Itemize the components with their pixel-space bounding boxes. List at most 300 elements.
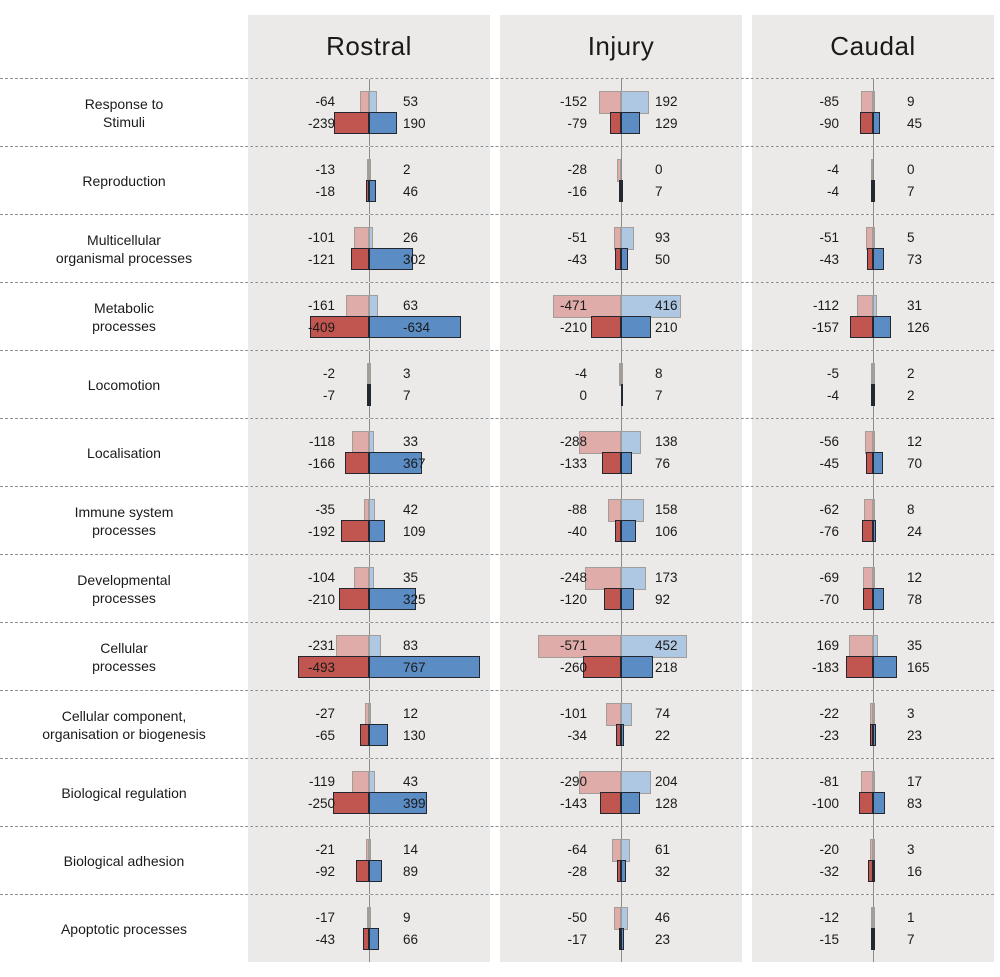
column-header-caudal — [752, 15, 994, 78]
value-label-downregulated-dark: -92 — [315, 864, 335, 879]
value-label-downregulated-dark: -76 — [819, 524, 839, 539]
value-label-upregulated-dark: 23 — [907, 728, 923, 743]
value-label-upregulated-dark: 399 — [403, 796, 426, 811]
value-label-downregulated-light: -571 — [559, 638, 587, 653]
bar-upregulated-dark — [369, 928, 379, 950]
region-cell-rostral — [248, 79, 490, 146]
value-label-downregulated-light: -119 — [308, 774, 335, 789]
bar-downregulated-light — [865, 431, 873, 454]
bar-upregulated-dark — [621, 112, 640, 134]
region-cell-caudal — [752, 79, 994, 146]
value-label-downregulated-dark: -409 — [307, 320, 335, 335]
category-label — [0, 351, 248, 418]
value-label-upregulated-light: 3 — [403, 366, 411, 381]
value-label-upregulated-light: 74 — [655, 706, 671, 721]
value-label-upregulated-light: 8 — [907, 502, 915, 517]
bar-downregulated-dark — [604, 588, 621, 610]
value-label-upregulated-dark: 22 — [655, 728, 671, 743]
region-cell-injury — [500, 283, 742, 350]
category-row — [0, 214, 994, 282]
bar-downregulated-dark — [333, 792, 369, 814]
region-cell-injury — [500, 895, 742, 962]
value-label-upregulated-dark: 130 — [403, 728, 426, 743]
bar-upregulated-dark — [873, 928, 875, 950]
bar-downregulated-light — [617, 159, 621, 182]
value-label-downregulated-dark: -192 — [307, 524, 335, 539]
column-title: Rostral — [326, 31, 412, 61]
bar-downregulated-light — [608, 499, 621, 522]
value-label-upregulated-light: 31 — [907, 298, 923, 313]
value-label-upregulated-dark: 325 — [403, 592, 426, 607]
value-label-downregulated-dark: -70 — [819, 592, 839, 607]
bar-downregulated-light — [849, 635, 874, 658]
value-label-downregulated-light: -231 — [307, 638, 335, 653]
value-label-upregulated-light: 17 — [907, 774, 923, 789]
region-cell-injury — [500, 827, 742, 894]
value-label-downregulated-light: -64 — [315, 94, 335, 109]
value-label-upregulated-light: 158 — [655, 502, 678, 517]
value-label-downregulated-dark: -210 — [559, 320, 587, 335]
value-label-upregulated-dark: 89 — [403, 864, 419, 879]
value-label-upregulated-dark: 24 — [907, 524, 923, 539]
region-cell-caudal — [752, 487, 994, 554]
value-label-upregulated-dark: 2 — [907, 388, 915, 403]
bar-downregulated-light — [614, 907, 621, 930]
bar-upregulated-light — [369, 159, 371, 182]
category-label-line: processes — [92, 657, 156, 674]
value-label-downregulated-dark: -121 — [307, 252, 335, 267]
value-label-upregulated-dark: 83 — [907, 796, 923, 811]
category-label-line: Cellular component, — [61, 707, 187, 724]
region-cell-caudal — [752, 147, 994, 214]
bar-downregulated-dark — [583, 656, 621, 678]
region-cell-rostral — [248, 759, 490, 826]
category-rows — [0, 78, 1000, 962]
value-label-upregulated-dark: 165 — [907, 660, 930, 675]
value-label-upregulated-light: 416 — [655, 298, 678, 313]
bar-upregulated-dark — [621, 792, 640, 814]
value-label-upregulated-light: 46 — [655, 910, 671, 925]
value-label-upregulated-dark: 218 — [655, 660, 678, 675]
value-label-upregulated-light: 192 — [655, 94, 678, 109]
bar-upregulated-light — [621, 839, 630, 862]
category-row — [0, 486, 994, 554]
bar-upregulated-light — [369, 771, 375, 794]
value-label-upregulated-light: 2 — [403, 162, 411, 177]
bar-upregulated-dark — [873, 112, 880, 134]
value-label-downregulated-dark: -210 — [307, 592, 335, 607]
category-label-line: Locomotion — [87, 376, 161, 393]
bar-upregulated-light — [369, 227, 373, 250]
bar-downregulated-light — [863, 567, 873, 590]
value-label-upregulated-light: 33 — [403, 434, 419, 449]
region-cell-rostral — [248, 283, 490, 350]
bar-downregulated-dark — [356, 860, 369, 882]
value-label-upregulated-light: 9 — [907, 94, 915, 109]
value-label-upregulated-light: 53 — [403, 94, 419, 109]
category-label — [0, 215, 248, 282]
region-cell-caudal — [752, 895, 994, 962]
value-label-downregulated-light: -51 — [567, 230, 587, 245]
category-row — [0, 146, 994, 214]
bar-downregulated-dark — [602, 452, 621, 474]
bar-upregulated-dark — [621, 180, 623, 202]
bar-upregulated-dark — [369, 520, 385, 542]
value-label-upregulated-light: 35 — [907, 638, 923, 653]
value-label-upregulated-dark: 70 — [907, 456, 923, 471]
bar-upregulated-light — [369, 499, 375, 522]
category-label — [0, 147, 248, 214]
value-label-upregulated-light: 2 — [907, 366, 915, 381]
bar-upregulated-dark — [873, 520, 876, 542]
region-cell-rostral — [248, 487, 490, 554]
value-label-downregulated-light: -101 — [559, 706, 587, 721]
value-label-downregulated-dark: -90 — [819, 116, 839, 131]
category-label — [0, 487, 248, 554]
value-label-upregulated-light: 63 — [403, 298, 419, 313]
value-label-downregulated-light: -104 — [307, 570, 335, 585]
value-label-upregulated-light: 173 — [655, 570, 678, 585]
category-label-line: Multicellular — [87, 231, 161, 248]
bar-downregulated-light — [352, 431, 369, 454]
bar-upregulated-dark — [621, 248, 628, 270]
bar-upregulated-light — [369, 839, 371, 862]
value-label-downregulated-dark: -133 — [559, 456, 587, 471]
value-label-upregulated-dark: 106 — [655, 524, 678, 539]
value-label-upregulated-light: 1 — [907, 910, 915, 925]
bar-upregulated-dark — [873, 724, 876, 746]
region-cell-injury — [500, 351, 742, 418]
category-label-line: Biological adhesion — [63, 852, 185, 869]
bar-upregulated-light — [621, 703, 632, 726]
value-label-downregulated-light: -51 — [819, 230, 839, 245]
bar-upregulated-light — [621, 91, 649, 114]
bar-downregulated-light — [336, 635, 369, 658]
value-label-downregulated-light: -471 — [559, 298, 587, 313]
bar-downregulated-light — [606, 703, 621, 726]
value-label-upregulated-light: 8 — [655, 366, 663, 381]
value-label-downregulated-dark: -43 — [315, 932, 335, 947]
category-label-line: Apoptotic processes — [60, 920, 188, 937]
region-cell-caudal — [752, 215, 994, 282]
region-cell-caudal — [752, 419, 994, 486]
bar-downregulated-dark — [339, 588, 369, 610]
value-label-downregulated-dark: -143 — [559, 796, 587, 811]
bar-downregulated-light — [866, 227, 873, 250]
value-label-upregulated-dark: 7 — [655, 184, 663, 199]
value-label-downregulated-light: -161 — [307, 298, 335, 313]
bar-upregulated-dark — [873, 384, 875, 406]
value-label-downregulated-light: -21 — [315, 842, 335, 857]
value-label-upregulated-dark: 7 — [907, 932, 915, 947]
value-label-upregulated-dark: 45 — [907, 116, 923, 131]
column-header-injury — [500, 15, 742, 78]
column-title: Injury — [587, 31, 655, 61]
value-label-upregulated-light: 26 — [403, 230, 419, 245]
value-label-downregulated-light: -4 — [574, 366, 587, 381]
region-cell-rostral — [248, 623, 490, 690]
bar-upregulated-dark — [369, 180, 376, 202]
header-spacer — [0, 15, 248, 78]
bar-upregulated-light — [873, 839, 875, 862]
category-label-line: Immune system — [74, 503, 174, 520]
bar-upregulated-dark — [621, 316, 651, 338]
category-row — [0, 418, 994, 486]
bar-upregulated-dark — [873, 316, 891, 338]
bar-upregulated-light — [621, 771, 651, 794]
bar-upregulated-dark — [369, 384, 371, 406]
bar-downregulated-dark — [860, 112, 873, 134]
region-cell-injury — [500, 419, 742, 486]
category-label-line: Biological regulation — [61, 784, 187, 801]
value-label-downregulated-light: -50 — [567, 910, 587, 925]
value-label-downregulated-dark: -28 — [567, 864, 587, 879]
category-label — [0, 79, 248, 146]
category-label — [0, 623, 248, 690]
value-label-upregulated-dark: 367 — [403, 456, 426, 471]
value-label-downregulated-light: -62 — [819, 502, 839, 517]
bar-upregulated-light — [621, 363, 623, 386]
value-label-upregulated-dark: 126 — [907, 320, 930, 335]
value-label-downregulated-dark: -120 — [559, 592, 587, 607]
bar-downregulated-dark — [846, 656, 873, 678]
value-label-downregulated-dark: -34 — [567, 728, 587, 743]
value-label-downregulated-dark: -493 — [307, 660, 335, 675]
category-label-line: organismal processes — [55, 249, 193, 266]
bar-downregulated-dark — [600, 792, 621, 814]
bar-upregulated-light — [873, 227, 875, 250]
category-label — [0, 283, 248, 350]
value-label-downregulated-light: -88 — [567, 502, 587, 517]
column-title: Caudal — [830, 31, 916, 61]
region-cell-caudal — [752, 555, 994, 622]
column-header-rostral — [248, 15, 490, 78]
bar-downregulated-light — [614, 227, 621, 250]
region-cell-injury — [500, 759, 742, 826]
value-label-downregulated-dark: -32 — [819, 864, 839, 879]
category-row — [0, 78, 994, 146]
value-label-upregulated-light: 93 — [655, 230, 671, 245]
value-label-downregulated-dark: -65 — [315, 728, 335, 743]
category-label — [0, 691, 248, 758]
bar-downregulated-dark — [345, 452, 369, 474]
value-label-upregulated-dark: 78 — [907, 592, 923, 607]
value-label-upregulated-dark: 190 — [403, 116, 426, 131]
bar-upregulated-light — [621, 431, 641, 454]
value-label-upregulated-light: 12 — [403, 706, 419, 721]
region-cell-caudal — [752, 351, 994, 418]
category-label — [0, 759, 248, 826]
bar-upregulated-dark — [873, 248, 884, 270]
value-label-upregulated-dark: -634 — [403, 320, 431, 335]
value-label-upregulated-dark: 76 — [655, 456, 671, 471]
category-row — [0, 282, 994, 350]
bar-downregulated-light — [354, 567, 369, 590]
region-cell-caudal — [752, 623, 994, 690]
region-cell-rostral — [248, 827, 490, 894]
bar-upregulated-light — [873, 703, 875, 726]
bar-upregulated-light — [369, 703, 371, 726]
bar-upregulated-light — [873, 431, 875, 454]
value-label-upregulated-dark: 767 — [403, 660, 426, 675]
bar-downregulated-dark — [610, 112, 621, 134]
category-row — [0, 826, 994, 894]
value-label-upregulated-dark: 73 — [907, 252, 923, 267]
value-label-upregulated-dark: 109 — [403, 524, 426, 539]
bar-upregulated-light — [621, 907, 628, 930]
bar-downregulated-light — [612, 839, 621, 862]
category-label-line: processes — [92, 317, 156, 334]
bar-upregulated-dark — [621, 724, 624, 746]
category-label-line: processes — [92, 589, 156, 606]
value-label-downregulated-light: -85 — [819, 94, 839, 109]
category-row — [0, 690, 994, 758]
region-cell-rostral — [248, 691, 490, 758]
bar-upregulated-light — [369, 295, 378, 318]
value-label-upregulated-dark: 302 — [403, 252, 426, 267]
value-label-downregulated-light: -101 — [307, 230, 335, 245]
category-label — [0, 555, 248, 622]
value-label-upregulated-light: 5 — [907, 230, 915, 245]
bar-downregulated-light — [864, 499, 873, 522]
value-label-downregulated-dark: -183 — [811, 660, 839, 675]
bar-downregulated-light — [352, 771, 369, 794]
value-label-upregulated-dark: 50 — [655, 252, 671, 267]
value-label-upregulated-dark: 66 — [403, 932, 419, 947]
value-label-downregulated-dark: -40 — [567, 524, 587, 539]
bar-upregulated-light — [621, 227, 634, 250]
bar-downregulated-light — [857, 295, 873, 318]
bar-upregulated-dark — [621, 656, 653, 678]
bar-upregulated-dark — [873, 656, 897, 678]
bar-upregulated-light — [369, 907, 371, 930]
bar-downregulated-dark — [859, 792, 874, 814]
bar-upregulated-light — [873, 771, 875, 794]
region-cell-injury — [500, 147, 742, 214]
value-label-downregulated-light: -248 — [559, 570, 587, 585]
category-label-line: Localisation — [87, 444, 161, 461]
bar-upregulated-light — [873, 363, 875, 386]
value-label-downregulated-light: -28 — [567, 162, 587, 177]
bar-downregulated-dark — [334, 112, 369, 134]
value-label-downregulated-dark: -4 — [826, 184, 839, 199]
bar-downregulated-dark — [850, 316, 873, 338]
value-label-upregulated-light: 452 — [655, 638, 678, 653]
value-label-downregulated-dark: -7 — [322, 388, 335, 403]
region-cell-rostral — [248, 895, 490, 962]
value-label-upregulated-light: 42 — [403, 502, 419, 517]
value-label-upregulated-dark: 7 — [655, 388, 663, 403]
value-label-upregulated-light: 43 — [403, 774, 419, 789]
bar-upregulated-light — [873, 635, 878, 658]
value-label-upregulated-dark: 32 — [655, 864, 671, 879]
category-label-line: Reproduction — [82, 172, 166, 189]
value-label-downregulated-dark: -45 — [819, 456, 839, 471]
category-label-line: Stimuli — [102, 113, 145, 130]
value-label-upregulated-dark: 129 — [655, 116, 678, 131]
value-label-upregulated-light: 61 — [655, 842, 671, 857]
value-label-downregulated-light: -12 — [819, 910, 839, 925]
value-label-downregulated-light: -118 — [308, 434, 335, 449]
value-label-downregulated-light: -35 — [315, 502, 335, 517]
value-label-downregulated-light: -5 — [826, 366, 839, 381]
bar-upregulated-light — [369, 431, 374, 454]
bar-upregulated-light — [873, 91, 875, 114]
bar-downregulated-dark — [863, 588, 873, 610]
value-label-downregulated-light: -69 — [819, 570, 839, 585]
region-cell-rostral — [248, 215, 490, 282]
region-cell-injury — [500, 215, 742, 282]
value-label-downregulated-dark: -15 — [819, 932, 839, 947]
value-label-downregulated-light: -81 — [819, 774, 839, 789]
category-row — [0, 758, 994, 826]
bar-upregulated-light — [369, 567, 374, 590]
value-label-downregulated-dark: -239 — [307, 116, 335, 131]
value-label-upregulated-light: 14 — [403, 842, 419, 857]
region-cell-rostral — [248, 147, 490, 214]
value-label-upregulated-light: 0 — [655, 162, 663, 177]
region-cell-caudal — [752, 691, 994, 758]
value-label-downregulated-light: -288 — [559, 434, 587, 449]
bar-upregulated-dark — [873, 180, 875, 202]
value-label-downregulated-dark: -18 — [315, 184, 335, 199]
value-label-downregulated-dark: -79 — [567, 116, 587, 131]
bar-downregulated-light — [861, 91, 873, 114]
value-label-upregulated-dark: 7 — [403, 388, 411, 403]
value-label-downregulated-light: -22 — [819, 706, 839, 721]
value-label-downregulated-dark: -166 — [307, 456, 335, 471]
value-label-downregulated-dark: -23 — [819, 728, 839, 743]
value-label-downregulated-light: -152 — [559, 94, 587, 109]
bar-upregulated-dark — [369, 724, 388, 746]
value-label-downregulated-light: -290 — [559, 774, 587, 789]
bar-upregulated-light — [873, 295, 877, 318]
bar-downregulated-dark — [591, 316, 621, 338]
bar-upregulated-light — [873, 499, 875, 522]
category-label — [0, 827, 248, 894]
value-label-downregulated-light: -17 — [315, 910, 335, 925]
value-label-upregulated-dark: 46 — [403, 184, 419, 199]
region-cell-caudal — [752, 283, 994, 350]
category-label — [0, 895, 248, 962]
bar-upregulated-dark — [621, 520, 636, 542]
value-label-downregulated-light: -4 — [826, 162, 839, 177]
value-label-upregulated-light: 12 — [907, 434, 923, 449]
value-label-upregulated-dark: 128 — [655, 796, 678, 811]
value-label-downregulated-dark: -157 — [811, 320, 839, 335]
category-label-line: processes — [92, 521, 156, 538]
value-label-downregulated-light: -56 — [819, 434, 839, 449]
bar-upregulated-light — [621, 567, 646, 590]
value-label-downregulated-light: -64 — [567, 842, 587, 857]
category-label-line: organisation or biogenesis — [42, 725, 206, 742]
category-row — [0, 554, 994, 622]
bar-upregulated-dark — [621, 452, 632, 474]
bar-downregulated-light — [599, 91, 621, 114]
bar-downregulated-light — [346, 295, 369, 318]
value-label-downregulated-dark: -4 — [826, 388, 839, 403]
value-label-downregulated-dark: -43 — [819, 252, 839, 267]
bar-downregulated-dark — [341, 520, 369, 542]
value-label-downregulated-light: -2 — [322, 366, 335, 381]
bar-upregulated-dark — [369, 860, 382, 882]
value-label-upregulated-light: 9 — [403, 910, 411, 925]
category-label-line: Developmental — [77, 571, 171, 588]
bar-downregulated-light — [871, 159, 873, 182]
category-label-line: Response to — [84, 95, 164, 112]
value-label-downregulated-dark: -17 — [567, 932, 587, 947]
category-row — [0, 894, 994, 962]
